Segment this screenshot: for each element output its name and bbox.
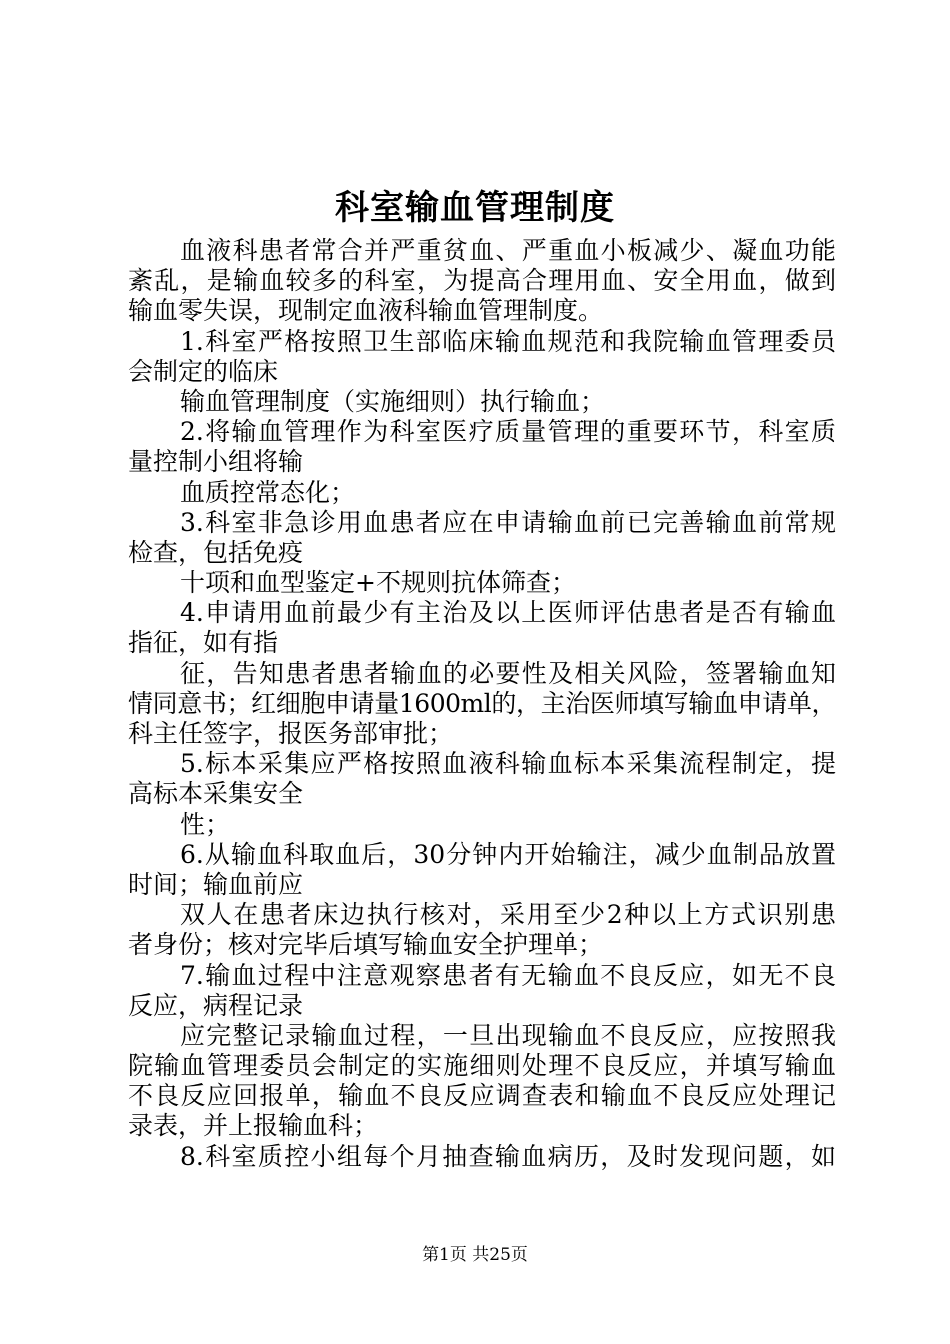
body-line: 十项和血型鉴定+不规则抗体筛查； — [180, 568, 576, 598]
body-line: 8.科室质控小组每个月抽查输血病历，及时发现问题，如 — [180, 1141, 836, 1171]
document-title: 科室输血管理制度 — [335, 188, 615, 228]
body-line: 1.科室严格按照卫生部临床输血规范和我院输血管理委员 — [180, 326, 836, 356]
body-line: 征，告知患者患者输血的必要性及相关风险，签署输血知 — [180, 658, 836, 688]
body-line: 性； — [180, 809, 231, 839]
body-line: 4.申请用血前最少有主治及以上医师评估患者是否有输血 — [180, 598, 836, 628]
body-line: 者身份；核对完毕后填写输血安全护理单； — [128, 930, 604, 960]
body-line: 科主任签字，报医务部审批； — [128, 719, 454, 748]
body-line: 检查，包括免疫 — [128, 537, 304, 567]
body-line: 指征，如有指 — [128, 628, 279, 658]
body-line: 高标本采集安全 — [128, 779, 304, 809]
body-line: 录表，并上报输血科； — [128, 1111, 379, 1141]
body-line: 应完整记录输血过程，一旦出现输血不良反应，应按照我 — [180, 1020, 836, 1050]
body-line: 6.从输血科取血后，30分钟内开始输注，减少血制品放置 — [180, 839, 836, 869]
body-line: 血液科患者常合并严重贫血、严重血小板减少、凝血功能 — [180, 236, 836, 265]
body-line: 3.科室非急诊用血患者应在申请输血前已完善输血前常规 — [180, 507, 836, 537]
body-line: 紊乱，是输血较多的科室，为提高合理用血、安全用血，做到 — [128, 266, 836, 296]
body-line: 7.输血过程中注意观察患者有无输血不良反应，如无不良 — [180, 960, 836, 990]
body-line: 会制定的临床 — [128, 356, 279, 386]
page-footer: 第1页 共25页 — [422, 1245, 528, 1265]
body-line: 输血零失误，现制定血液科输血管理制度。 — [128, 296, 604, 326]
body-line: 情同意书；红细胞申请量1600ml的，主治医师填写输血申请单， — [128, 688, 836, 718]
document-body — [128, 236, 836, 1172]
body-line: 不良反应回报单，输血不良反应调查表和输血不良反应处理记 — [128, 1081, 836, 1111]
body-line: 时间；输血前应 — [128, 869, 304, 899]
body-line: 5.标本采集应严格按照血液科输血标本采集流程制定，提 — [180, 749, 836, 779]
body-line: 输血管理制度（实施细则）执行输血； — [180, 386, 606, 416]
body-line: 量控制小组将输 — [128, 447, 304, 477]
body-line: 双人在患者床边执行核对，采用至少2种以上方式识别患 — [180, 900, 836, 930]
body-line: 2.将输血管理作为科室医疗质量管理的重要环节，科室质 — [180, 417, 836, 447]
body-line: 反应，病程记录 — [128, 990, 304, 1020]
body-line: 血质控常态化； — [180, 477, 356, 507]
body-line: 院输血管理委员会制定的实施细则处理不良反应，并填写输血 — [128, 1051, 836, 1081]
